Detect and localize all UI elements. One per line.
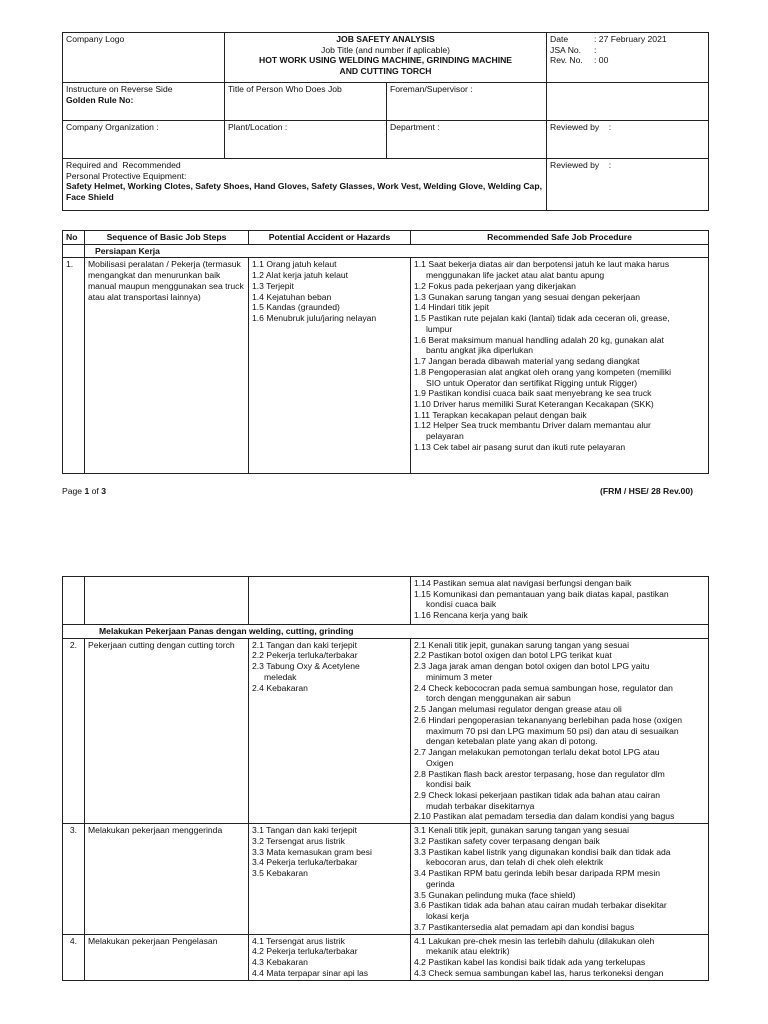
- list-item: [414, 836, 705, 847]
- cont-step-blank: [85, 577, 249, 625]
- item-number: 2.4: [414, 682, 426, 693]
- hazard-item: 3.1 Tangan dan kaki terjepit: [252, 825, 357, 836]
- hazard-item: 1.5 Kandas (graunded): [252, 302, 340, 313]
- hazard-item: 3.3 Mata kemasukan gram besi: [252, 846, 372, 857]
- procedure-items-3: [414, 825, 705, 932]
- list-item: [252, 683, 407, 694]
- cont-hazard-blank: [249, 577, 411, 625]
- page-num: 1: [84, 486, 90, 496]
- list-item: [414, 610, 705, 621]
- item-number: 2.9: [414, 790, 426, 801]
- reviewed-by-cell-1: [547, 121, 709, 159]
- item-number: 4.2: [414, 957, 426, 968]
- item-continuation: mekanik atau elektrik): [426, 946, 510, 957]
- item-number: 3.4: [414, 868, 426, 879]
- hazard-list: [249, 934, 411, 980]
- procedure-list: [411, 934, 709, 980]
- ppe-items: Safety Helmet, Working Clotes, Safety Shoes, Hand Gloves, Safety Glasses, Work Vest, Welding Glove, Welding Cap, Face Shield: [66, 181, 542, 203]
- item-number: 2.7: [414, 747, 426, 758]
- item-number: 1.9: [414, 388, 426, 399]
- company-org-cell: [63, 121, 225, 159]
- item-text: Lakukan pre-chek mesin las terlebih dahulu (dilakukan oleh: [428, 935, 655, 946]
- item-text: Berat maksimum manual handling adalah 20 kg, gunakan alat: [428, 334, 664, 345]
- item-number: 4.1: [414, 935, 426, 946]
- hazard-list: [249, 258, 411, 474]
- jsa-steps-table-page2: [62, 576, 709, 981]
- jsa-title-cell: [225, 33, 547, 83]
- list-item: [414, 790, 705, 811]
- item-number: 1.15: [414, 588, 431, 599]
- item-text: Pastikan flash back arestor terpasang, hose dan regulator dlm: [428, 768, 665, 779]
- item-continuation: Oxigen: [426, 757, 454, 768]
- item-continuation: meledak: [264, 671, 297, 682]
- item-continuation: mudah terbakar disekitarnya: [426, 800, 535, 811]
- item-text: Pastikan RPM batu gerinda lebih besar daripada RPM mesin: [428, 868, 661, 879]
- item-text: Pastikan alat pemadam tersedia dan dalam kondisi yang bagus: [433, 811, 675, 822]
- list-item: [414, 410, 705, 421]
- page-number: [62, 486, 106, 497]
- item-number: 1.1: [414, 259, 426, 270]
- item-text: Check kebococran pada semua sambungan hose, regulator dan: [428, 682, 673, 693]
- list-item: [414, 313, 705, 334]
- rev-line: [550, 55, 705, 66]
- cont-procedure-list: [411, 577, 709, 625]
- blank-meta-cell: [547, 83, 709, 121]
- company-logo-text: Company Logo: [66, 34, 125, 44]
- item-text: Kenali titik jepit, gunakan sarung tangan yang sesuai: [428, 639, 630, 650]
- item-text: Fokus pada pekerjaan yang dikerjakan: [428, 280, 576, 291]
- list-item: [414, 259, 705, 280]
- hazard-item: 1.3 Terjepit: [252, 280, 294, 291]
- list-item: [414, 868, 705, 889]
- reviewed-by-label-1: Reviewed by :: [550, 122, 612, 132]
- foreman-cell: [387, 83, 547, 121]
- list-item: [414, 650, 705, 661]
- hazard-items-3: [252, 825, 407, 879]
- hazard-items-2: [252, 640, 407, 694]
- jsa-no-line: [550, 45, 705, 56]
- list-item: [414, 356, 705, 367]
- item-continuation: bantu angkat jika diperlukan: [426, 345, 534, 356]
- list-item: [414, 747, 705, 768]
- step-no: 4.: [63, 934, 85, 980]
- item-number: 3.1: [414, 825, 426, 836]
- date-label: Date: [550, 34, 569, 44]
- item-text: Kenali titik jepit, gunakan sarung tangan yang sesuai: [428, 825, 630, 836]
- hazard-item: 1.6 Menubruk julu/jaring nelayan: [252, 313, 377, 324]
- list-item: [414, 704, 705, 715]
- item-number: 2.5: [414, 704, 426, 715]
- hazard-item: 1.4 Kejatuhan beban: [252, 291, 332, 302]
- list-item: [414, 589, 705, 610]
- item-number: 1.14: [414, 578, 431, 588]
- list-item: [414, 825, 705, 836]
- procedure-list: [411, 638, 709, 823]
- company-logo-cell: [63, 33, 225, 83]
- item-text: Gunakan pelindung muka (face shield): [428, 889, 576, 900]
- list-item: [414, 811, 705, 822]
- department-cell: [387, 121, 547, 159]
- list-item: [414, 420, 705, 441]
- procedure-list: [411, 258, 709, 474]
- item-number: 2.2: [252, 650, 264, 661]
- list-item: [252, 661, 407, 682]
- item-number: 1.2: [414, 280, 426, 291]
- item-continuation: kebocoran arus, dan telah di chek oleh elektrik: [426, 857, 604, 868]
- list-item: [414, 968, 705, 979]
- hazard-items-4: [252, 936, 407, 979]
- date-line: [550, 34, 705, 45]
- hazard-item: 4.2 Pekerja terluka/terbakar: [252, 946, 358, 957]
- procedure-list: [411, 824, 709, 934]
- item-text: Komunikasi dan pemantauan yang baik diatas kapal, pastikan: [433, 588, 669, 599]
- item-text: Pastikan kondisi cuaca baik saat menyebrang ke sea truck: [428, 388, 652, 399]
- item-number: 3.5: [414, 889, 426, 900]
- item-text: Pastikantersedia alat pemadam api dan kondisi bagus: [428, 921, 635, 932]
- item-number: 3.2: [414, 835, 426, 846]
- jsa-header-table: [62, 32, 709, 211]
- doc-meta-cell: [547, 33, 709, 83]
- jsa-title: JOB SAFETY ANALYSIS: [336, 34, 435, 44]
- list-item: [414, 900, 705, 921]
- step-row-2: [63, 638, 709, 823]
- step-no: 1.: [63, 258, 85, 474]
- list-item: [414, 683, 705, 704]
- item-number: 1.7: [414, 356, 426, 367]
- hazard-item: 3.4 Pekerja terluka/terbakar: [252, 857, 358, 868]
- item-text: Pastikan kabel listrik yang digunakan kondisi baik dan tidak ada: [428, 846, 671, 857]
- step-row-4: [63, 934, 709, 980]
- hazard-item: 3.5 Kebakaran: [252, 868, 308, 879]
- item-number: 2.8: [414, 768, 426, 779]
- list-item: [414, 335, 705, 356]
- list-item: [414, 292, 705, 303]
- item-continuation: pelayaran: [426, 431, 464, 442]
- item-number: 1.11: [414, 409, 431, 420]
- item-number: 1.12: [414, 420, 431, 431]
- ppe-label-2: Personal Protective Equipment:: [66, 170, 187, 181]
- item-number: 1.4: [414, 302, 426, 313]
- list-item: [414, 578, 705, 589]
- item-continuation: lokasi kerja: [426, 911, 469, 922]
- item-text: Check semua sambungan kabel las, harus terkoneksi dengan: [428, 967, 664, 978]
- hazard-item: 4.4 Mata terpapar sinar api las: [252, 967, 369, 978]
- item-text: Pastikan botol oxigen dan botol LPG terikat kuat: [428, 650, 612, 661]
- item-text: Pastikan tidak ada bahan atau cairan mudah terbakar disekitar: [428, 900, 667, 911]
- item-number: 2.10: [414, 811, 431, 822]
- item-number: 2.1: [252, 639, 264, 650]
- list-item: [414, 367, 705, 388]
- item-text: Pengoperasian alat angkat oleh orang yang kompeten (memiliki: [428, 366, 672, 377]
- item-number: 2.6: [414, 714, 426, 725]
- hazard-item: 4.3 Kebakaran: [252, 957, 308, 968]
- jsa-no-label: JSA No.: [550, 44, 582, 55]
- plant-cell: [225, 121, 387, 159]
- item-text: Driver harus memiliki Surat Keterangan Kecakapan (SKK): [433, 399, 654, 410]
- list-item: [414, 399, 705, 410]
- item-number: 1.13: [414, 441, 431, 452]
- jsa-no-value: :: [594, 44, 597, 55]
- jsa-steps-table-page1: [62, 230, 709, 474]
- list-item: [414, 442, 705, 453]
- section-row-hotwork: [63, 625, 709, 639]
- item-number: 2.3: [252, 661, 264, 672]
- item-text: Jaga jarak aman dengan botol oxigen dan botol LPG yaitu: [428, 661, 650, 672]
- list-item: [414, 281, 705, 292]
- list-item: [414, 302, 705, 313]
- item-number: 3.6: [414, 900, 426, 911]
- hazard-item: 1.1 Orang jatuh kelaut: [252, 259, 337, 270]
- section-no-blank: [63, 244, 85, 258]
- continued-row: [63, 577, 709, 625]
- hazard-list: [249, 638, 411, 823]
- item-text: Gunakan sarung tangan yang sesuai dengan pekerjaan: [428, 291, 641, 302]
- item-continuation: torch dengan menggunakan air sabun: [426, 693, 571, 704]
- page-prefix: Page: [62, 486, 85, 496]
- list-item: [414, 715, 705, 747]
- item-continuation: kondisi baik: [426, 779, 471, 790]
- title-person-label: Title of Person Who Does Job: [228, 84, 342, 94]
- instructure-cell: [63, 83, 225, 121]
- item-continuation: minimum 3 meter: [426, 671, 493, 682]
- item-continuation: kondisi cuaca baik: [426, 599, 497, 610]
- job-name: HOT WORK USING WELDING MACHINE, GRINDING MACHINE AND CUTTING TORCH: [258, 55, 513, 77]
- item-text: Pastikan safety cover terpasang dengan baik: [428, 835, 600, 846]
- item-text: Jangan melumasi regulator dengan grease atau oli: [428, 704, 622, 715]
- item-text: Check lokasi pekerjaan pastikan tidak ada bahan atau cairan: [428, 790, 661, 801]
- step-no: 2.: [63, 638, 85, 823]
- step-row-1: [63, 258, 709, 474]
- step-description: Mobilisasi peralatan / Pekerja (termasuk mengangkat dan menurunkan baik manual maupun menggunakan sea truck atau alat transportasi lainnya): [85, 258, 249, 474]
- page-total: 3: [101, 486, 106, 496]
- item-number: 1.6: [414, 334, 426, 345]
- ppe-label-1: Required and Recommended: [66, 160, 181, 170]
- column-header-row: [63, 231, 709, 245]
- doc-code: (FRM / HSE/ 28 Rev.00): [600, 486, 693, 496]
- list-item: [414, 922, 705, 933]
- item-number: 2.3: [414, 661, 426, 672]
- item-text: Kebakaran: [266, 682, 308, 693]
- item-continuation: menggunakan life jacket atau alat bantu apung: [426, 270, 605, 281]
- golden-rule-label: Golden Rule No:: [66, 94, 134, 105]
- item-text: Tangan dan kaki terjepit: [266, 639, 357, 650]
- item-number: 2.2: [414, 650, 426, 661]
- procedure-items-cont: [414, 578, 705, 621]
- item-number: 2.1: [414, 639, 426, 650]
- item-number: 1.8: [414, 366, 426, 377]
- plant-label: Plant/Location :: [228, 122, 288, 132]
- hazard-item: 3.2 Tersengat arus listrik: [252, 835, 345, 846]
- section-title-persiapan: Persiapan Kerja: [85, 244, 709, 258]
- list-item: [252, 650, 407, 661]
- procedure-items-2: [414, 640, 705, 822]
- col-procedure-header: Recommended Safe Job Procedure: [411, 231, 709, 245]
- section-title-hotwork: Melakukan Pekerjaan Panas dengan welding, cutting, grinding: [63, 625, 709, 639]
- foreman-label: Foreman/Supervisor :: [390, 84, 473, 94]
- ppe-cell: [63, 159, 547, 211]
- step-description: Melakukan pekerjaan menggerinda: [85, 824, 249, 934]
- item-number: 2.4: [252, 682, 264, 693]
- col-no-header: No: [63, 231, 85, 245]
- item-number: 3.3: [414, 846, 426, 857]
- page-mid: of: [89, 486, 102, 496]
- item-text: Pastikan kabel las kondisi baik tidak ada yang terkelupas: [428, 957, 646, 968]
- item-continuation: gerinda: [426, 878, 455, 889]
- hazard-items-1: [252, 259, 407, 323]
- item-continuation: lumpur: [426, 323, 453, 334]
- item-number: 1.5: [414, 313, 426, 324]
- item-continuation: SIO untuk Operator dan sertifikat Rigging untuk Rigger): [426, 377, 638, 388]
- step-row-3: [63, 824, 709, 934]
- item-text: Jangan melakukan pemotongan terlalu dekat botol LPG atau: [428, 747, 660, 758]
- step-description: Melakukan pekerjaan Pengelasan: [85, 934, 249, 980]
- item-number: 4.3: [414, 967, 426, 978]
- item-number: 1.10: [414, 399, 431, 410]
- date-value: : 27 February 2021: [594, 34, 667, 44]
- reviewed-by-label-2: Reviewed by :: [550, 160, 612, 170]
- list-item: [414, 847, 705, 868]
- step-description: Pekerjaan cutting dengan cutting torch: [85, 638, 249, 823]
- rev-value: : 00: [594, 55, 609, 66]
- list-item: [414, 640, 705, 651]
- procedure-items-4: [414, 936, 705, 979]
- job-title-line: Job Title (and number if aplicable): [321, 44, 450, 55]
- item-text: Jangan berada dibawah material yang sedang diangkat: [428, 356, 640, 367]
- col-steps-header: Sequence of Basic Job Steps: [85, 231, 249, 245]
- list-item: [414, 769, 705, 790]
- item-text: Cek tabel air pasang surut dan ikuti rute pelayaran: [433, 441, 626, 452]
- reviewed-by-cell-2: [547, 159, 709, 211]
- list-item: [252, 640, 407, 651]
- step-no: 3.: [63, 824, 85, 934]
- hazard-item: 1.2 Alat kerja jatuh kelaut: [252, 270, 349, 281]
- list-item: [414, 957, 705, 968]
- title-person-cell: [225, 83, 387, 121]
- hazard-item: 4.1 Tersengat arus listrik: [252, 935, 345, 946]
- rev-label: Rev. No.: [550, 55, 583, 66]
- item-continuation: maximum 70 psi dan LPG maximum 50 psi) dan atau di sesuaikan dengan ketebalan plate yang akan di potong.: [426, 725, 679, 747]
- department-label: Department :: [390, 122, 440, 132]
- item-text: Rencana kerja yang baik: [433, 610, 528, 621]
- item-text: Pastikan rute pejalan kaki (lantai) tidak ada ceceran oli, grease,: [428, 313, 670, 324]
- item-text: Pastikan semua alat navigasi berfungsi dengan baik: [433, 578, 632, 588]
- hazard-list: [249, 824, 411, 934]
- list-item: [414, 890, 705, 901]
- section-row-persiapan: [63, 244, 709, 258]
- item-text: Saat bekerja diatas air dan berpotensi jatuh ke laut maka harus: [428, 259, 670, 270]
- col-hazards-header: Potential Accident or Hazards: [249, 231, 411, 245]
- item-number: 1.3: [414, 291, 426, 302]
- item-text: Hindari pengoperasian tekananyang berlebihan pada hose (oxigen: [428, 714, 683, 725]
- item-number: 3.7: [414, 921, 426, 932]
- procedure-items-1: [414, 259, 705, 452]
- item-text: Pekerja terluka/terbakar: [266, 650, 358, 661]
- list-item: [414, 388, 705, 399]
- list-item: [414, 661, 705, 682]
- item-text: Terapkan kecakapan pelaut dengan baik: [432, 409, 587, 420]
- cont-no-blank: [63, 577, 85, 625]
- company-org-label: Company Organization :: [66, 122, 159, 132]
- item-number: 1.16: [414, 610, 431, 621]
- item-text: Tabung Oxy & Acetylene: [266, 661, 360, 672]
- item-text: Hindari titik jepit: [428, 302, 489, 313]
- item-text: Helper Sea truck membantu Driver dalam memantau alur: [433, 420, 651, 431]
- list-item: [414, 936, 705, 957]
- instructure-label: Instructure on Reverse Side: [66, 84, 173, 94]
